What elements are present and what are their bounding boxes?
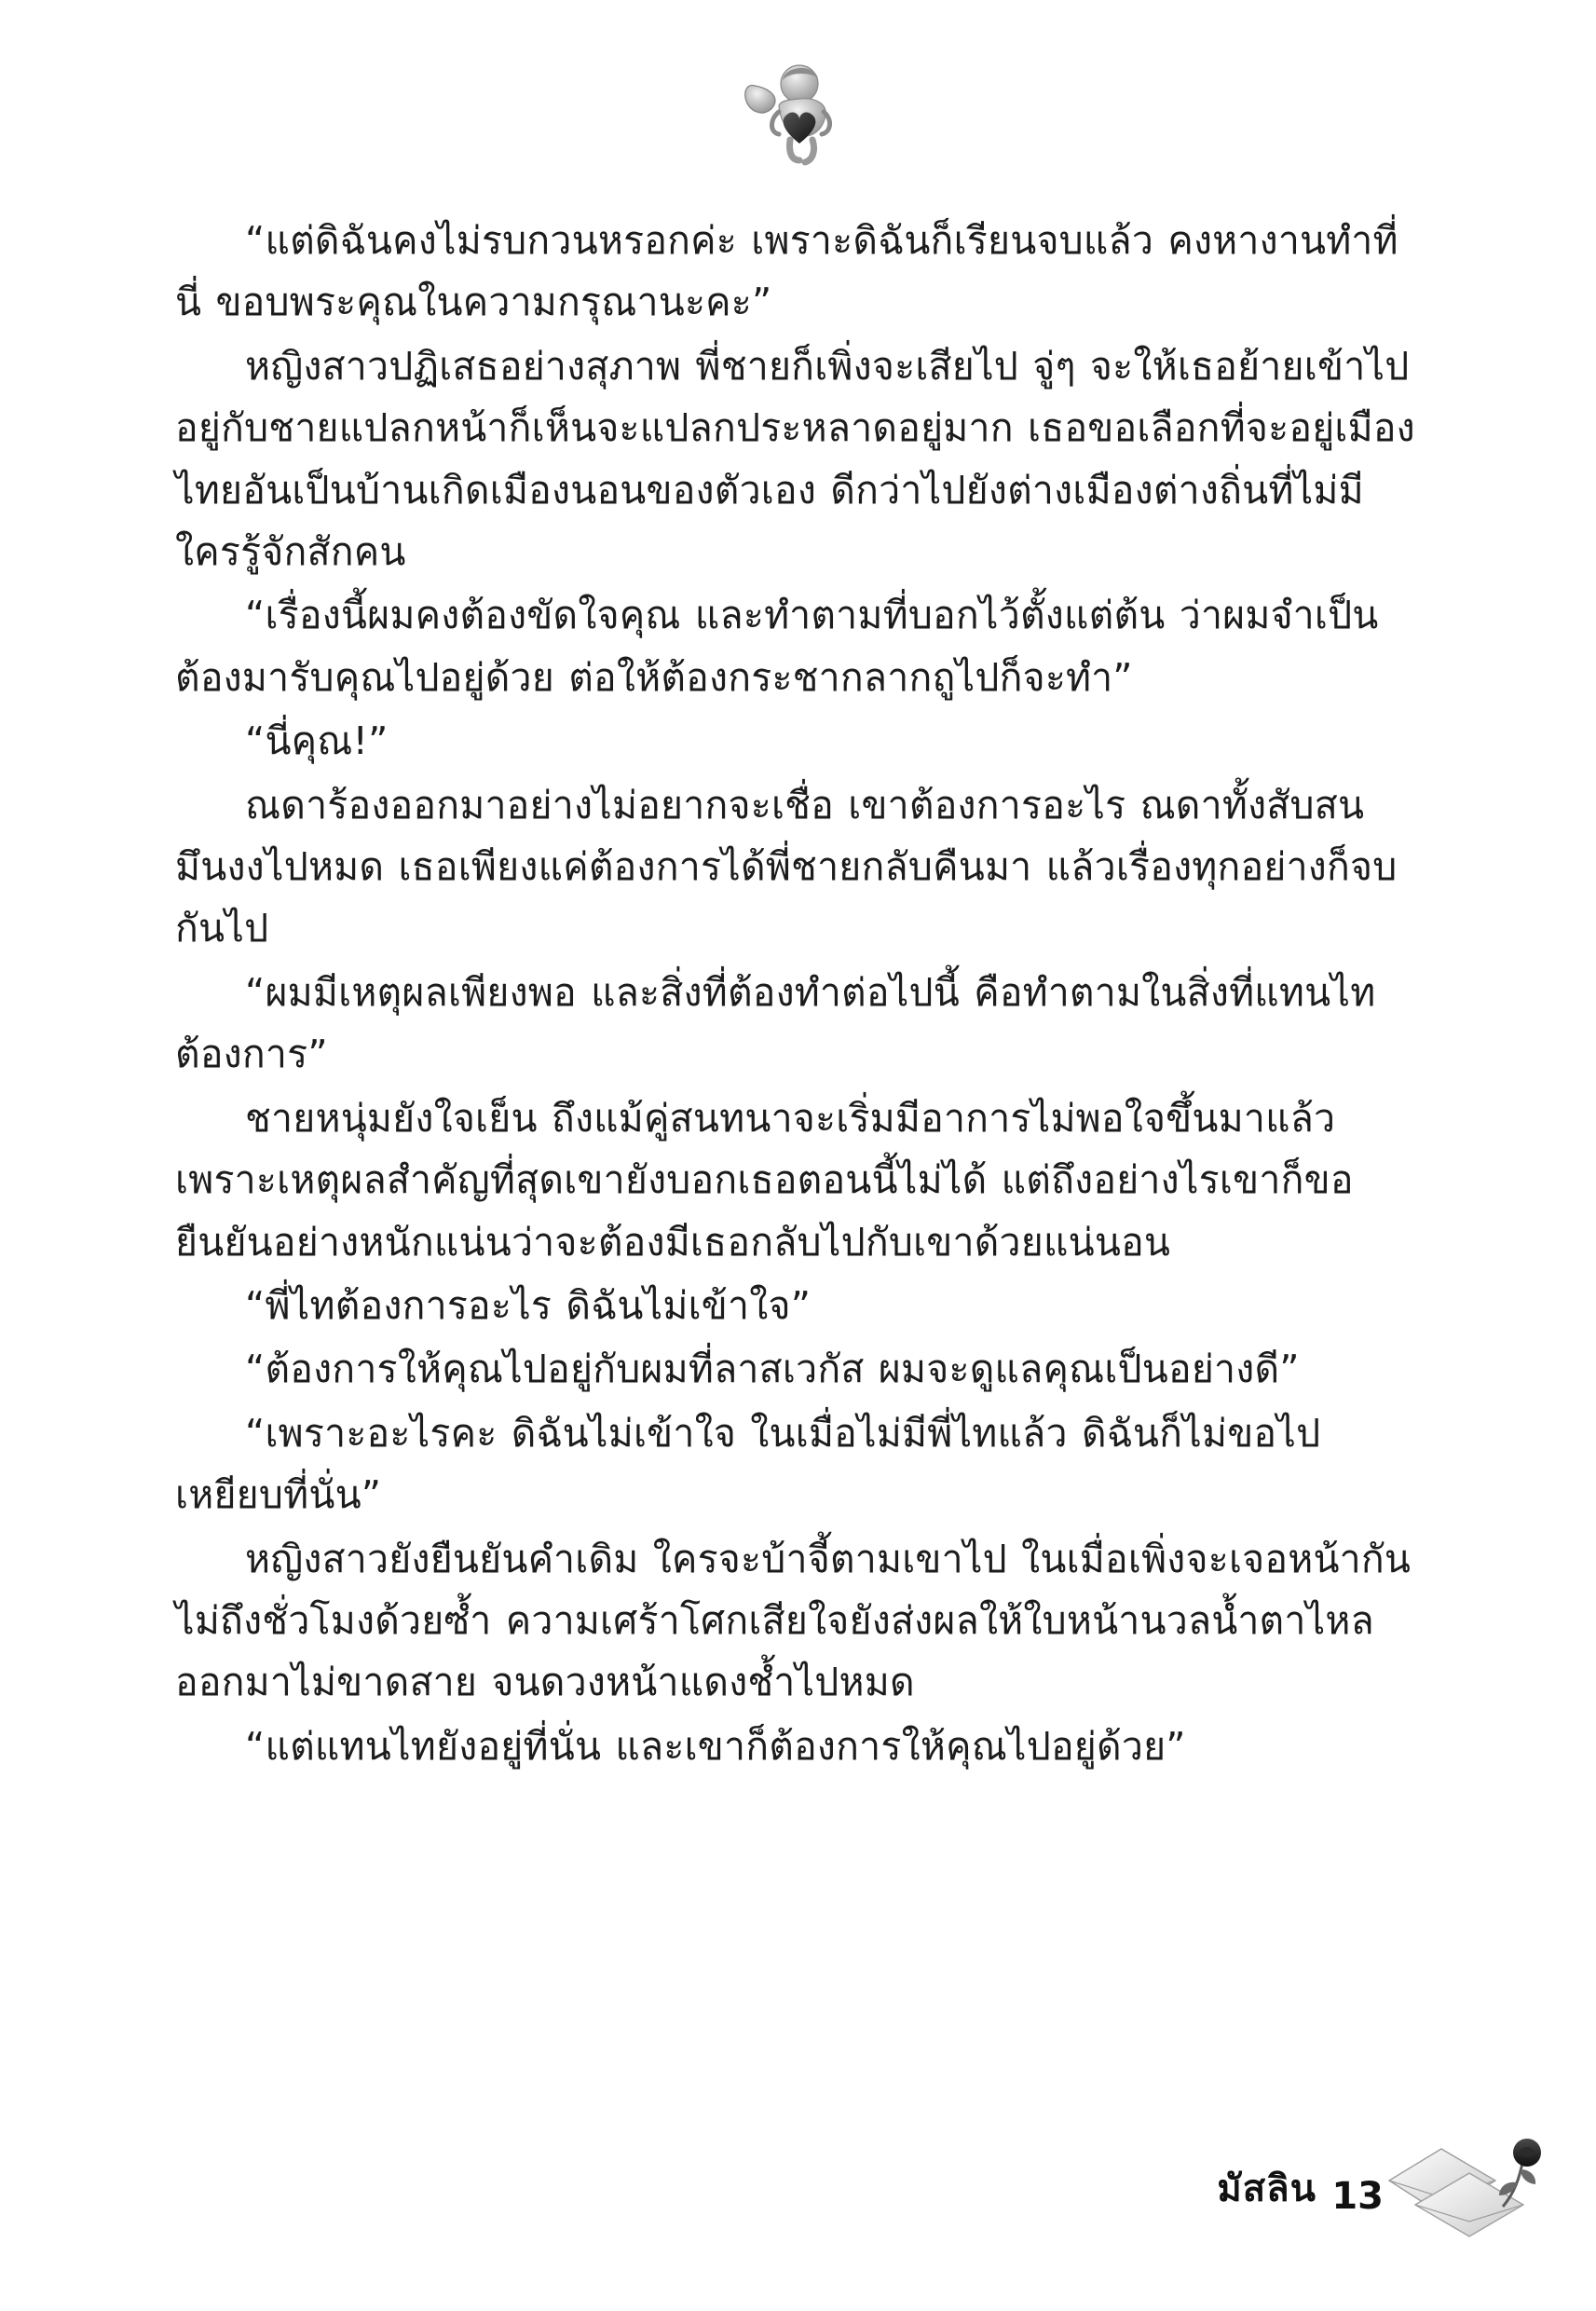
page-number: 13 bbox=[1331, 2175, 1384, 2218]
paragraph: “เรื่องนี้ผมคงต้องขัดใจคุณ และทำตามที่บอกไว้ตั้งแต่ต้น ว่าผมจำเป็นต้องมารับคุณไปอยู่ด้วย ต่อให้ต้องกระชากลากถูไปก็จะทำ” bbox=[175, 593, 1379, 700]
paragraph: “ต้องการให้คุณไปอยู่กับผมที่ลาสเวกัส ผมจะดูแลคุณเป็นอย่างดี” bbox=[245, 1347, 1300, 1392]
paragraph: หญิงสาวยังยืนยันคำเดิม ใครจะบ้าจี้ตามเขาไป ในเมื่อเพิ่งจะเจอหน้ากันไม่ถึงชั่วโมงด้วยซ้ำ ความเศร้าโศกเสียใจยังส่งผลให้ใบหน้านวลน้ำตาไหลออกมาไม่ขาดสาย จนดวงหน้าแดงช้ำไปหมด bbox=[175, 1536, 1412, 1705]
paragraph: “เพราะอะไรคะ ดิฉันไม่เข้าใจ ในเมื่อไม่มีพี่ไทแล้ว ดิฉันก็ไม่ขอไปเหยียบที่นั่น” bbox=[175, 1410, 1321, 1518]
envelope-with-rose-icon bbox=[1384, 2125, 1551, 2246]
paragraph: หญิงสาวปฏิเสธอย่างสุภาพ พี่ชายก็เพิ่งจะเสียไป จู่ๆ จะให้เธอย้ายเข้าไปอยู่กับชายแปลกหน้าก็เห็นจะแปลกประหลาดอยู่มาก เธอขอเลือกที่จะอยู่เมืองไทยอันเป็นบ้านเกิดเมืองนอนของตัวเอง ดีกว่าไปยังต่างเมืองต่างถิ่นที่ไม่มีใครรู้จักสักคน bbox=[175, 343, 1415, 575]
paragraph: ชายหนุ่มยังใจเย็น ถึงแม้คู่สนทนาจะเริ่มมีอาการไม่พอใจขึ้นมาแล้ว เพราะเหตุผลสำคัญที่สุดเขายังบอกเธอตอนนี้ไม่ได้ แต่ถึงอย่างไรเขาก็ขอยืนยันอย่างหนักแน่นว่าจะต้องมีเธอกลับไปกับเขาด้วยแน่นอน bbox=[175, 1095, 1354, 1265]
paragraph: ณดาร้องออกมาอย่างไม่อยากจะเชื่อ เขาต้องการอะไร ณดาทั้งสับสนมึนงงไปหมด เธอเพียงแค่ต้องการได้พี่ชายกลับคืนมา แล้วเรื่องทุกอย่างก็จบกันไป bbox=[175, 782, 1398, 951]
paragraph: “ผมมีเหตุผลเพียงพอ และสิ่งที่ต้องทำต่อไปนี้ คือทำตามในสิ่งที่แทนไทต้องการ” bbox=[175, 969, 1376, 1077]
paragraph: “พี่ไทต้องการอะไร ดิฉันไม่เข้าใจ” bbox=[245, 1282, 812, 1328]
footer-series-label: มัสลิน bbox=[1217, 2167, 1316, 2210]
paragraph: “นี่คุณ!” bbox=[245, 718, 389, 764]
body-text bbox=[175, 210, 1424, 1779]
page-footer bbox=[0, 2113, 1596, 2225]
cherub-with-heart-icon bbox=[738, 54, 859, 175]
paragraph: “แต่ดิฉันคงไม่รบกวนหรอกค่ะ เพราะดิฉันก็เรียนจบแล้ว คงหางานทำที่นี่ ขอบพระคุณในความกรุณานะคะ” bbox=[175, 218, 1398, 325]
header-ornament bbox=[0, 54, 1596, 175]
paragraph: “แต่แทนไทยังอยู่ที่นั่น และเขาก็ต้องการให้คุณไปอยู่ด้วย” bbox=[245, 1723, 1186, 1769]
